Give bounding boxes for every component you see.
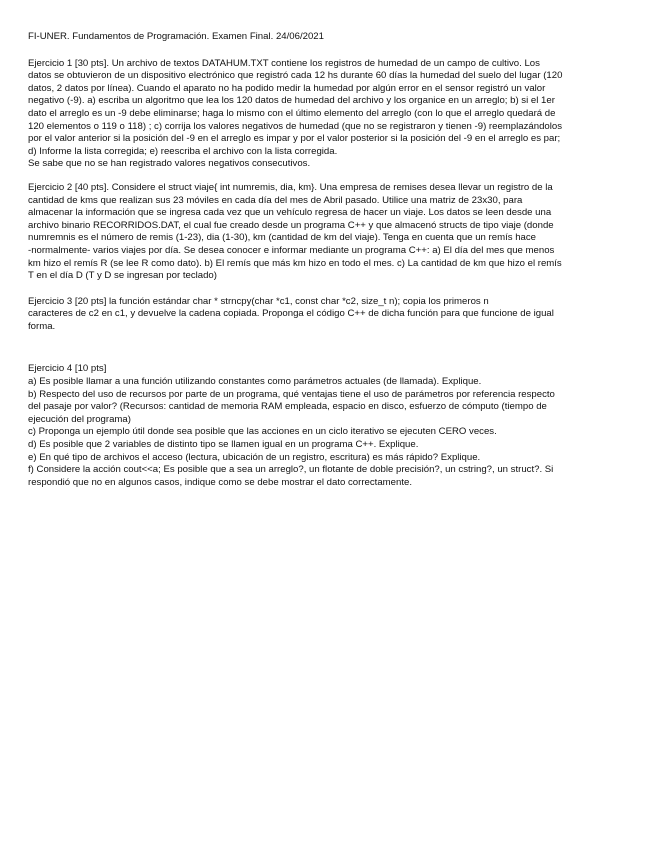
exercise-1-line: 120 elementos o 119 o 118) ; c) corrija los valores negativos de humedad (que no se registraron y tienen -9) reemplazándolos <box>28 120 562 132</box>
exercise-4-line: respondió que no en algunos casos, indique como se debe mostrar el dato correctamente. <box>28 476 412 488</box>
exam-header: FI-UNER. Fundamentos de Programación. Examen Final. 24/06/2021 <box>28 31 324 42</box>
exercise-4-line: b) Respecto del uso de recursos por parte de un programa, qué ventajas tiene el uso de parámetros por referencia respecto <box>28 388 555 400</box>
exercise-1-line: por el valor anterior si la posición del -9 en el arreglo es impar y por el valor posterior si la posición del -9 en el arreglo es par; <box>28 133 561 145</box>
exercise-2-line: -normalmente- varios viajes por día. Se desea conocer e informar mediante un programa C++: a) El día del mes que menos <box>28 244 555 256</box>
exercise-2 <box>28 182 628 283</box>
exercise-3-line: caracteres de c2 en c1, y devuelve la cadena copiada. Proponga el código C++ de dicha función para que funcione de igual <box>28 308 554 320</box>
exercise-3-line: Ejercicio 3 [20 pts] la función estándar char * strncpy(char *c1, const char *c2, size_t n); copia los primeros n <box>28 295 489 307</box>
exercise-2-line: cantidad de kms que realizan sus 23 móviles en cada día del mes de Abril pasado. Utilice una matriz de 23x30, para <box>28 194 523 206</box>
exercise-4 <box>28 363 628 489</box>
exercise-3-text <box>28 296 628 334</box>
exercise-4-line: del pasaje por valor? (Recursos: cantidad de memoria RAM empleada, espacio en disco, esfuerzo de cómputo (tiempo de <box>28 401 547 413</box>
exercise-2-line: T en el día D (T y D se ingresan por teclado) <box>28 270 217 282</box>
exercise-4-line: d) Es posible que 2 variables de distinto tipo se llamen igual en un programa C++. Explique. <box>28 439 419 451</box>
exercise-4-line: a) Es posible llamar a una función utilizando constantes como parámetros actuales (de llamada). Explique. <box>28 376 482 388</box>
exercise-1-line: negativo (-9). a) escriba un algoritmo que lea los 120 datos de humedad del archivo y los organice en un arreglo; b) si el 1er <box>28 95 555 107</box>
exercise-3 <box>28 296 628 334</box>
exercise-3-line: forma. <box>28 320 56 332</box>
exercise-4-line: c) Proponga un ejemplo útil donde sea posible que las acciones en un ciclo iterativo se ejecuten CERO veces. <box>28 426 497 438</box>
exercise-1-line: dato el arreglo es un -9 debe eliminarse; haga lo mismo con el último elemento del arreglo (con lo que el arreglo quedará de <box>28 107 556 119</box>
exercise-2-line: numremnis es el número de remis (1-23), dia (1-30), km (cantidad de km del viaje). Tenga en cuenta que un remís hace <box>28 232 537 244</box>
exercise-1-line: datos, 2 datos por línea). Cuando el aparato no ha podido medir la humedad por algún error en el sensor registró un valor <box>28 82 546 94</box>
exercise-4-line: f) Considere la acción cout<<a; Es posible que a sea un arreglo?, un flotante de doble precisión?, un cstring?, un struct?. Si <box>28 464 554 476</box>
exercise-4-title: Ejercicio 4 [10 pts] <box>28 363 107 375</box>
exercise-2-line: Ejercicio 2 [40 pts]. Considere el struct viaje{ int numremis, dia, km}. Una empresa de remises desea llevar un registro de la <box>28 181 553 193</box>
exercise-1-line: Ejercicio 1 [30 pts]. Un archivo de textos DATAHUM.TXT contiene los registros de humedad de un campo de cultivo. Los <box>28 57 540 69</box>
exercise-1-line: datos se obtuvieron de un dispositivo electrónico que registró cada 12 hs durante 60 días la humedad del suelo del lugar (120 <box>28 70 563 82</box>
exam-page <box>28 31 628 489</box>
exercise-4-line: ejecución del programa) <box>28 413 131 425</box>
exercise-2-line: km hizo el remís R (se lee R como dato). b) El remís que más km hizo en todo el mes. c) La cantidad de km que hizo el remís <box>28 257 562 269</box>
exercise-1-line: d) Informe la lista corregida; e) reescriba el archivo con la lista corregida. <box>28 145 338 157</box>
exercise-1-text <box>28 58 628 171</box>
exercise-4-text <box>28 363 628 489</box>
exercise-2-text <box>28 182 628 283</box>
exercise-4-line: e) En qué tipo de archivos el acceso (lectura, ubicación de un registro, escritura) es más rápido? Explique. <box>28 451 481 463</box>
exercise-2-line: almacenar la información que se ingresa cada vez que un vehículo regresa de hacer un viaje. Los datos se leen desde una <box>28 207 552 219</box>
exercise-2-line: archivo binario RECORRIDOS.DAT, el cual fue creado desde un programa C++ y que almacenó structs de tipo viaje (donde <box>28 219 554 231</box>
exercise-1-line: Se sabe que no se han registrado valores negativos consecutivos. <box>28 158 311 170</box>
exercise-1 <box>28 58 628 171</box>
